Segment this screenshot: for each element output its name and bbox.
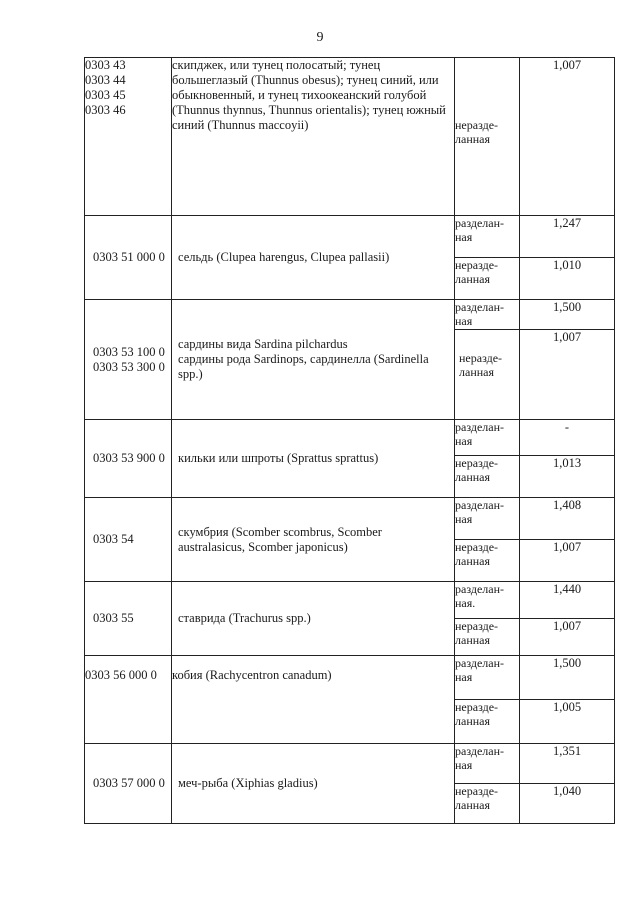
processing-type-cell: неразде- ланная — [455, 700, 520, 744]
code-value: 0303 53 100 0 — [93, 344, 165, 359]
processing-type-cell: разделан- ная — [455, 744, 520, 784]
processing-type-cell: разделан- ная — [455, 656, 520, 700]
processing-type-cell: разделан- ная. — [455, 582, 520, 619]
processing-type-cell: неразде- ланная — [455, 58, 520, 216]
table-row — [85, 216, 615, 258]
description-cell: ставрида (Trachurus spp.) — [172, 582, 455, 656]
code-cell — [85, 420, 172, 498]
processing-type-cell: разделан- ная — [455, 498, 520, 540]
coefficient-cell: 1,440 — [520, 582, 615, 619]
code-value: 0303 54 — [93, 532, 134, 546]
code-cell — [85, 582, 172, 656]
coefficient-cell: 1,500 — [520, 300, 615, 330]
processing-type-cell: разделан- ная — [455, 216, 520, 258]
code-cell — [85, 58, 172, 216]
coefficient-cell: 1,005 — [520, 700, 615, 744]
coefficient-cell: 1,408 — [520, 498, 615, 540]
coefficient-cell: 1,007 — [520, 540, 615, 582]
processing-type-cell: неразде- ланная — [455, 619, 520, 656]
description-cell: меч-рыба (Xiphias gladius) — [172, 744, 455, 824]
coefficient-cell: 1,007 — [520, 330, 615, 420]
processing-type-cell: неразде- ланная — [455, 540, 520, 582]
processing-type-cell: неразде- ланная — [455, 258, 520, 300]
code-value: 0303 45 — [85, 88, 126, 102]
code-value: 0303 43 — [85, 58, 126, 72]
coefficient-cell: 1,040 — [520, 784, 615, 824]
processing-type-cell: неразде- ланная — [455, 784, 520, 824]
code-value: 0303 53 300 0 — [93, 359, 165, 374]
table-row — [85, 58, 615, 216]
processing-type-cell: разделан- ная — [455, 420, 520, 456]
description-cell: скипджек, или тунец полосатый; тунец большеглазый (Thunnus obesus); тунец синий, или обыкновенный, и тунец тихоокеанский голубой (Thunnus thynnus, Thunnus orientalis); тунец южный синий (Thunnus maccoyii) — [172, 58, 455, 216]
coefficient-cell: 1,247 — [520, 216, 615, 258]
code-cell — [85, 744, 172, 824]
coefficient-cell: - — [520, 420, 615, 456]
processing-type-cell: неразде- ланная — [455, 330, 520, 420]
code-cell — [85, 300, 172, 420]
coefficient-cell: 1,007 — [520, 619, 615, 656]
code-value: 0303 55 — [93, 611, 134, 625]
code-value: 0303 51 000 0 — [93, 250, 165, 264]
code-value: 0303 44 — [85, 73, 126, 87]
code-cell — [85, 216, 172, 300]
table-row — [85, 744, 615, 784]
table-row — [85, 420, 615, 456]
coefficient-cell: 1,013 — [520, 456, 615, 498]
processing-type-cell: разделан- ная — [455, 300, 520, 330]
code-value: 0303 57 000 0 — [93, 776, 165, 790]
code-cell — [85, 498, 172, 582]
coefficients-table — [84, 57, 615, 824]
code-cell — [85, 656, 172, 744]
description-cell: кильки или шпроты (Sprattus sprattus) — [172, 420, 455, 498]
page-number: 9 — [316, 30, 324, 45]
description-cell: кобия (Rachycentron canadum) — [172, 656, 455, 744]
description-cell: сардины вида Sardina pilchardus сардины рода Sardinops, сардинелла (Sardinella spp.) — [172, 300, 455, 420]
coefficient-cell: 1,500 — [520, 656, 615, 700]
code-value: 0303 46 — [85, 103, 126, 117]
table-row — [85, 656, 615, 700]
processing-type-cell: неразде- ланная — [455, 456, 520, 498]
table-row — [85, 300, 615, 330]
code-value: 0303 56 000 0 — [85, 668, 157, 682]
table-row — [85, 582, 615, 619]
coefficient-cell: 1,351 — [520, 744, 615, 784]
coefficient-cell: 1,010 — [520, 258, 615, 300]
description-cell: сельдь (Clupea harengus, Clupea pallasii) — [172, 216, 455, 300]
code-value: 0303 53 900 0 — [93, 451, 165, 465]
table-row — [85, 498, 615, 540]
description-cell: скумбрия (Scomber scombrus, Scomber australasicus, Scomber japonicus) — [172, 498, 455, 582]
coefficient-cell: 1,007 — [520, 58, 615, 216]
